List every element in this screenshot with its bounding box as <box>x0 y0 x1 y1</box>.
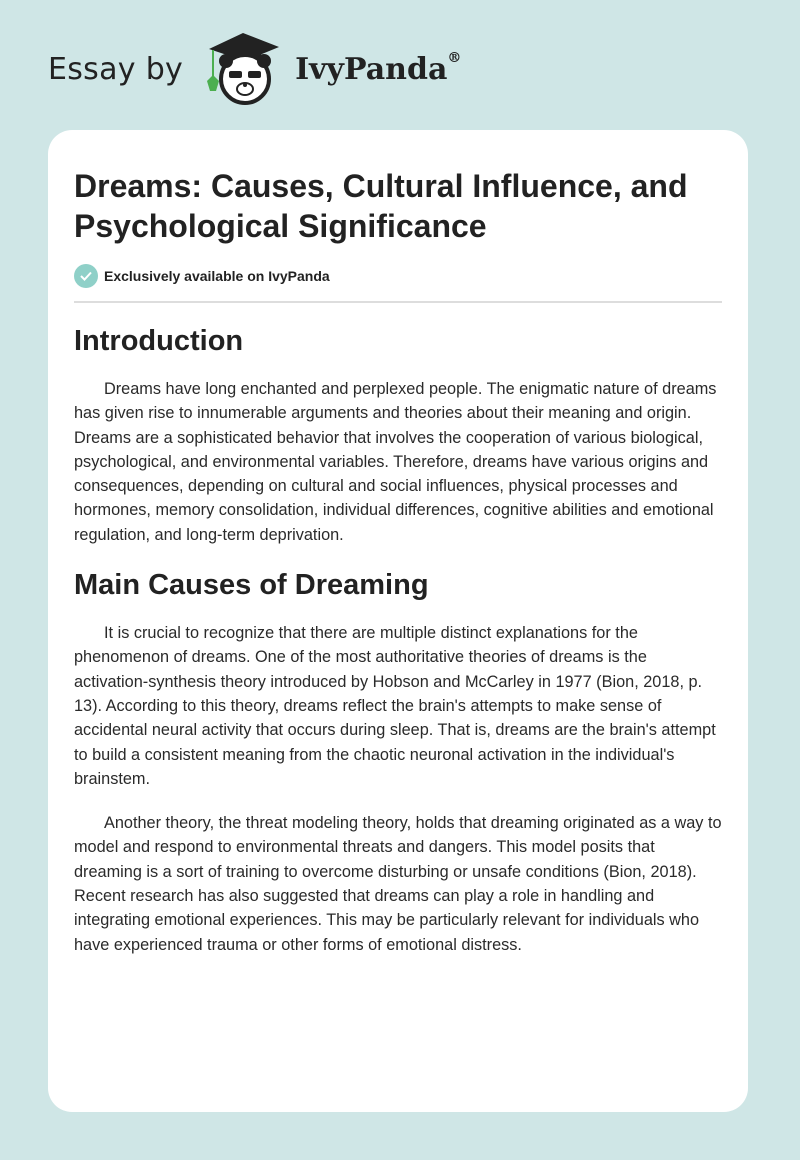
page-title: Dreams: Causes, Cultural Influence, and Psychological Significance <box>74 168 688 244</box>
essay-by-label: Essay by <box>48 51 184 87</box>
site-header <box>48 34 461 104</box>
exclusive-badge <box>74 264 722 288</box>
section-heading: Introduction <box>74 325 244 357</box>
paragraph: Another theory, the threat modeling theory, holds that dreaming originated as a way to model and respond to environmental threats and dangers. This model posits that dreaming is a sort of training to overcome disturbing or unsafe conditions (Bion, 2018). Recent research has also suggested that dreams can play a role in handling and integrating emotional experiences. This may be particularly relevant for individuals who have experienced trauma or other forms of emotional distress. <box>74 814 722 954</box>
check-icon <box>74 264 98 288</box>
section-heading: Main Causes of Dreaming <box>74 569 429 602</box>
badge-label: Exclusively available on IvyPanda <box>104 268 330 284</box>
brand-name: IvyPanda® <box>295 49 462 87</box>
ivypanda-logo-icon[interactable] <box>199 29 289 109</box>
essay-card <box>48 130 748 1112</box>
paragraph: Dreams have long enchanted and perplexed people. The enigmatic nature of dreams has given rise to innumerable arguments and theories about their meaning and origin. Dreams are a sophisticated behavior that involves the cooperation of various biological, psychological, and environmental variables. Therefore, dreams have various origins and consequences, depending on cultural and social influences, physical processes and hormones, memory consolidation, individual differences, cognitive abilities and emotional regulation, and long-term deprivation. <box>74 380 717 544</box>
paragraph: It is crucial to recognize that there are multiple distinct explanations for the phenomenon of dreams. One of the most authoritative theories of dreams is the activation-synthesis theory introduced by Hobson and McCarley in 1977 (Bion, 2018, p. 13). According to this theory, dreams reflect the brain's attempts to make sense of accidental neural activity that occurs during sleep. That is, dreams are the brain's attempt to build a consistent meaning from the chaotic neuronal activation in the individual's brainstem. <box>74 624 716 788</box>
divider <box>74 301 722 303</box>
